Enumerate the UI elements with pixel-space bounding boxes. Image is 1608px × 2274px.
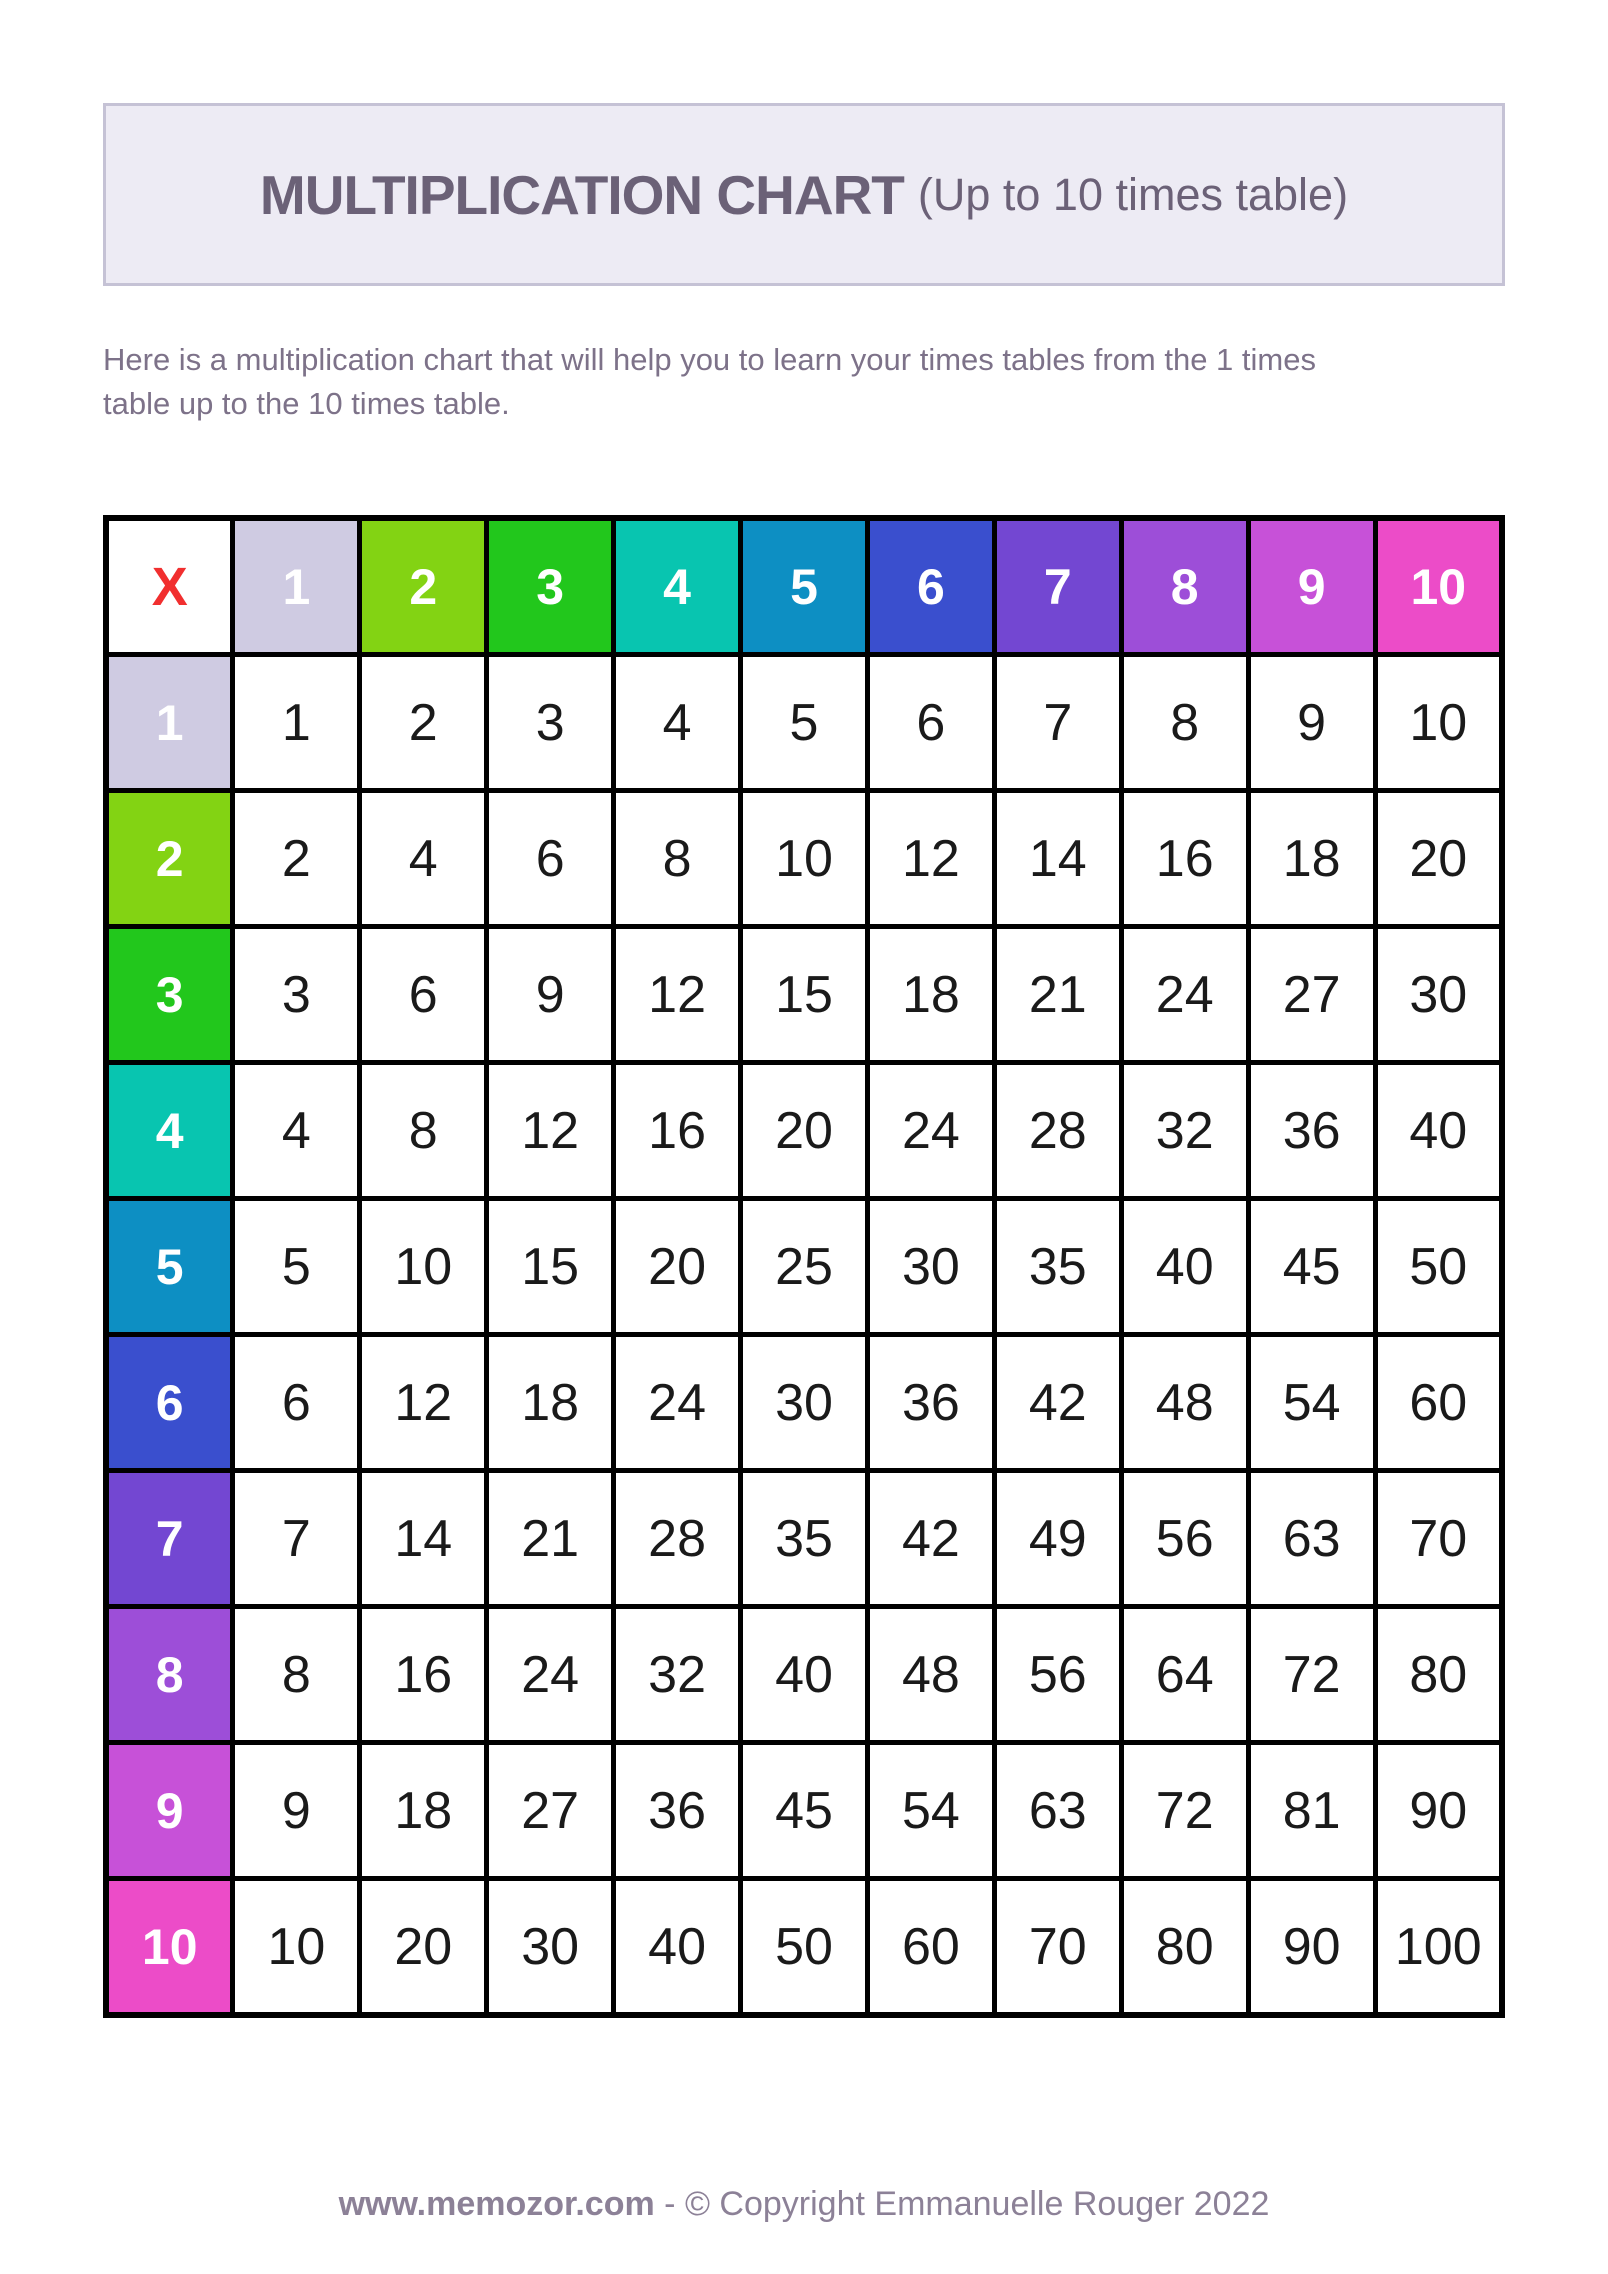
- description-line-2: table up to the 10 times table.: [103, 386, 510, 422]
- column-header-6: 6: [867, 518, 994, 655]
- product-cell-5x1: 5: [233, 1199, 360, 1335]
- product-cell-10x2: 20: [360, 1879, 487, 2016]
- product-cell-7x7: 49: [994, 1471, 1121, 1607]
- product-cell-9x2: 18: [360, 1743, 487, 1879]
- product-cell-3x5: 15: [741, 927, 868, 1063]
- product-cell-10x10: 100: [1375, 1879, 1502, 2016]
- footer: [0, 2185, 1608, 2224]
- product-cell-1x8: 8: [1121, 655, 1248, 791]
- description-paragraph: [103, 338, 1433, 426]
- product-cell-1x5: 5: [741, 655, 868, 791]
- product-cell-8x10: 80: [1375, 1607, 1502, 1743]
- product-cell-7x1: 7: [233, 1471, 360, 1607]
- product-cell-7x6: 42: [867, 1471, 994, 1607]
- table-row-4: [106, 1063, 1502, 1199]
- product-cell-3x4: 12: [614, 927, 741, 1063]
- product-cell-8x9: 72: [1248, 1607, 1375, 1743]
- column-header-10: 10: [1375, 518, 1502, 655]
- product-cell-2x5: 10: [741, 791, 868, 927]
- product-cell-5x4: 20: [614, 1199, 741, 1335]
- product-cell-6x6: 36: [867, 1335, 994, 1471]
- product-cell-9x5: 45: [741, 1743, 868, 1879]
- product-cell-10x6: 60: [867, 1879, 994, 2016]
- product-cell-6x2: 12: [360, 1335, 487, 1471]
- product-cell-4x1: 4: [233, 1063, 360, 1199]
- product-cell-2x3: 6: [487, 791, 614, 927]
- product-cell-9x4: 36: [614, 1743, 741, 1879]
- table-row-1: [106, 655, 1502, 791]
- product-cell-6x10: 60: [1375, 1335, 1502, 1471]
- product-cell-3x1: 3: [233, 927, 360, 1063]
- product-cell-7x5: 35: [741, 1471, 868, 1607]
- product-cell-2x10: 20: [1375, 791, 1502, 927]
- row-header-2: 2: [106, 791, 233, 927]
- product-cell-2x7: 14: [994, 791, 1121, 927]
- product-cell-4x7: 28: [994, 1063, 1121, 1199]
- column-header-5: 5: [741, 518, 868, 655]
- product-cell-7x4: 28: [614, 1471, 741, 1607]
- product-cell-4x4: 16: [614, 1063, 741, 1199]
- product-cell-8x1: 8: [233, 1607, 360, 1743]
- row-header-5: 5: [106, 1199, 233, 1335]
- page-title-suffix: (Up to 10 times table): [917, 168, 1349, 220]
- product-cell-1x10: 10: [1375, 655, 1502, 791]
- row-header-6: 6: [106, 1335, 233, 1471]
- multiplication-symbol-cell: X: [106, 518, 233, 655]
- product-cell-2x1: 2: [233, 791, 360, 927]
- product-cell-6x3: 18: [487, 1335, 614, 1471]
- product-cell-8x4: 32: [614, 1607, 741, 1743]
- product-cell-7x8: 56: [1121, 1471, 1248, 1607]
- product-cell-6x7: 42: [994, 1335, 1121, 1471]
- product-cell-2x6: 12: [867, 791, 994, 927]
- product-cell-5x7: 35: [994, 1199, 1121, 1335]
- product-cell-5x8: 40: [1121, 1199, 1248, 1335]
- product-cell-7x9: 63: [1248, 1471, 1375, 1607]
- table-row-3: [106, 927, 1502, 1063]
- product-cell-2x8: 16: [1121, 791, 1248, 927]
- row-header-1: 1: [106, 655, 233, 791]
- table-row-8: [106, 1607, 1502, 1743]
- product-cell-2x9: 18: [1248, 791, 1375, 927]
- row-header-10: 10: [106, 1879, 233, 2016]
- product-cell-1x1: 1: [233, 655, 360, 791]
- product-cell-3x10: 30: [1375, 927, 1502, 1063]
- product-cell-8x2: 16: [360, 1607, 487, 1743]
- title-box: [103, 103, 1505, 286]
- product-cell-10x5: 50: [741, 1879, 868, 2016]
- product-cell-2x4: 8: [614, 791, 741, 927]
- product-cell-4x9: 36: [1248, 1063, 1375, 1199]
- table-row-6: [106, 1335, 1502, 1471]
- product-cell-10x1: 10: [233, 1879, 360, 2016]
- table-row-2: [106, 791, 1502, 927]
- product-cell-3x7: 21: [994, 927, 1121, 1063]
- product-cell-6x9: 54: [1248, 1335, 1375, 1471]
- footer-copyright: © Copyright Emmanuelle Rouger 2022: [684, 2185, 1270, 2223]
- product-cell-9x3: 27: [487, 1743, 614, 1879]
- footer-site-link: www.memozor.com: [338, 2185, 655, 2223]
- product-cell-9x8: 72: [1121, 1743, 1248, 1879]
- product-cell-1x7: 7: [994, 655, 1121, 791]
- product-cell-1x3: 3: [487, 655, 614, 791]
- product-cell-3x8: 24: [1121, 927, 1248, 1063]
- footer-separator: -: [654, 2185, 685, 2223]
- row-header-3: 3: [106, 927, 233, 1063]
- product-cell-1x4: 4: [614, 655, 741, 791]
- product-cell-9x10: 90: [1375, 1743, 1502, 1879]
- product-cell-1x6: 6: [867, 655, 994, 791]
- table-row-5: [106, 1199, 1502, 1335]
- description-line-1: Here is a multiplication chart that will help you to learn your times tables from the 1 times: [103, 342, 1316, 377]
- column-header-4: 4: [614, 518, 741, 655]
- product-cell-10x3: 30: [487, 1879, 614, 2016]
- product-cell-8x5: 40: [741, 1607, 868, 1743]
- column-header-2: 2: [360, 518, 487, 655]
- product-cell-1x2: 2: [360, 655, 487, 791]
- product-cell-9x1: 9: [233, 1743, 360, 1879]
- product-cell-3x2: 6: [360, 927, 487, 1063]
- product-cell-8x3: 24: [487, 1607, 614, 1743]
- product-cell-5x2: 10: [360, 1199, 487, 1335]
- product-cell-6x4: 24: [614, 1335, 741, 1471]
- product-cell-8x6: 48: [867, 1607, 994, 1743]
- page-title: MULTIPLICATION CHART: [259, 163, 904, 226]
- multiplication-table-body: [106, 518, 1502, 2015]
- product-cell-10x7: 70: [994, 1879, 1121, 2016]
- product-cell-10x4: 40: [614, 1879, 741, 2016]
- table-row-9: [106, 1743, 1502, 1879]
- product-cell-1x9: 9: [1248, 655, 1375, 791]
- product-cell-4x3: 12: [487, 1063, 614, 1199]
- product-cell-8x7: 56: [994, 1607, 1121, 1743]
- product-cell-7x10: 70: [1375, 1471, 1502, 1607]
- product-cell-5x3: 15: [487, 1199, 614, 1335]
- product-cell-9x6: 54: [867, 1743, 994, 1879]
- product-cell-10x8: 80: [1121, 1879, 1248, 2016]
- row-header-4: 4: [106, 1063, 233, 1199]
- column-header-7: 7: [994, 518, 1121, 655]
- product-cell-4x8: 32: [1121, 1063, 1248, 1199]
- column-header-1: 1: [233, 518, 360, 655]
- product-cell-4x6: 24: [867, 1063, 994, 1199]
- product-cell-2x2: 4: [360, 791, 487, 927]
- product-cell-4x10: 40: [1375, 1063, 1502, 1199]
- product-cell-3x3: 9: [487, 927, 614, 1063]
- product-cell-6x1: 6: [233, 1335, 360, 1471]
- product-cell-3x9: 27: [1248, 927, 1375, 1063]
- product-cell-10x9: 90: [1248, 1879, 1375, 2016]
- table-row-7: [106, 1471, 1502, 1607]
- product-cell-6x8: 48: [1121, 1335, 1248, 1471]
- product-cell-7x2: 14: [360, 1471, 487, 1607]
- product-cell-5x10: 50: [1375, 1199, 1502, 1335]
- row-header-7: 7: [106, 1471, 233, 1607]
- column-header-3: 3: [487, 518, 614, 655]
- row-header-8: 8: [106, 1607, 233, 1743]
- multiplication-table: [103, 515, 1505, 2018]
- product-cell-9x9: 81: [1248, 1743, 1375, 1879]
- column-header-9: 9: [1248, 518, 1375, 655]
- table-row-10: [106, 1879, 1502, 2016]
- product-cell-5x5: 25: [741, 1199, 868, 1335]
- product-cell-5x6: 30: [867, 1199, 994, 1335]
- product-cell-6x5: 30: [741, 1335, 868, 1471]
- product-cell-8x8: 64: [1121, 1607, 1248, 1743]
- product-cell-4x2: 8: [360, 1063, 487, 1199]
- product-cell-7x3: 21: [487, 1471, 614, 1607]
- product-cell-5x9: 45: [1248, 1199, 1375, 1335]
- row-header-9: 9: [106, 1743, 233, 1879]
- product-cell-4x5: 20: [741, 1063, 868, 1199]
- product-cell-9x7: 63: [994, 1743, 1121, 1879]
- column-header-8: 8: [1121, 518, 1248, 655]
- table-header-row: [106, 518, 1502, 655]
- product-cell-3x6: 18: [867, 927, 994, 1063]
